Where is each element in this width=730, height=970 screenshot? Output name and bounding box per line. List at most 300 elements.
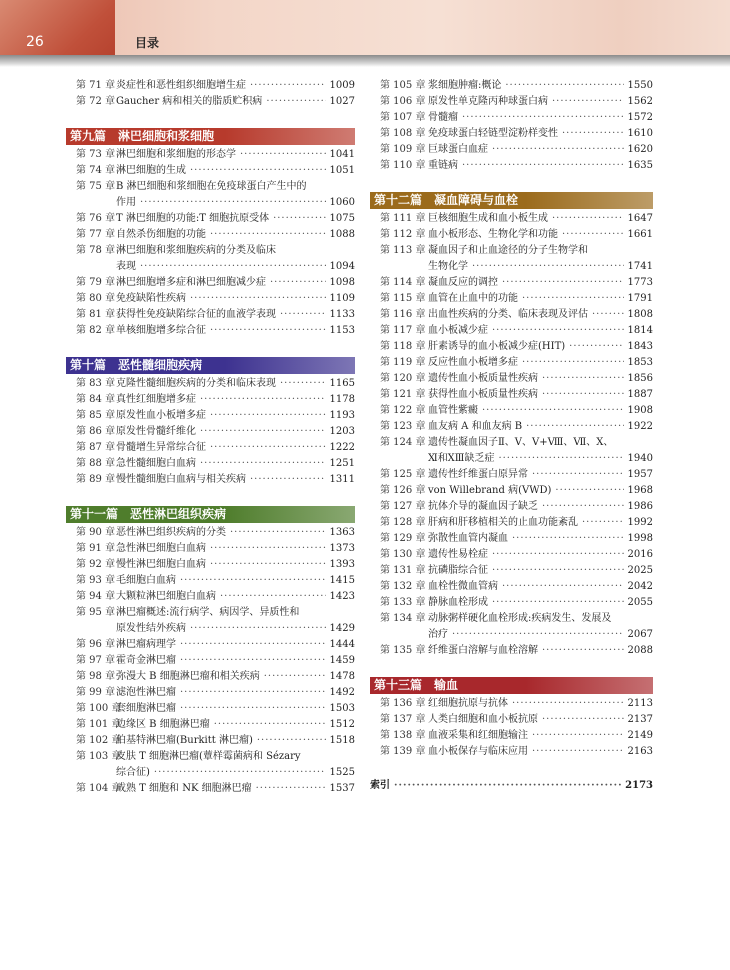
chapter-title: 恶性淋巴组织疾病的分类 [116,527,226,538]
chapter-number: 第 78 章 [76,245,116,256]
entry-body [116,637,355,653]
toc-entry[interactable] [370,227,653,243]
title-line [116,440,355,456]
toc-entry[interactable] [370,323,653,339]
chapter-title: B 淋巴细胞和浆细胞在免疫球蛋白产生中的 [116,181,307,192]
entry-body [428,467,653,483]
toc-entry[interactable] [66,589,355,605]
toc-entry[interactable] [66,440,355,456]
entry-body [116,472,355,488]
chapter-number: 第 99 章 [76,687,116,698]
leader-dots [210,541,326,557]
title-line [116,456,355,472]
running-title: 目录 [135,36,160,50]
entry-body [428,499,653,515]
toc-entry[interactable] [66,637,355,653]
header-shadow [0,55,730,67]
leader-dots [140,195,326,211]
title-line [116,392,355,408]
toc-entry[interactable] [66,541,355,557]
toc-entry[interactable] [66,376,355,392]
toc-entry[interactable] [66,243,355,275]
chapter-title: 抗体介导的凝血因子缺乏 [428,501,538,512]
chapter-number: 第 136 章 [380,698,426,709]
chapter-number: 第 91 章 [76,543,116,554]
section-part: 第十篇 [70,358,107,372]
page-number: 1741 [627,261,653,272]
page-number: 26 [26,34,44,50]
title-line [116,243,355,259]
title-line [116,589,355,605]
entry-body [116,685,355,701]
toc-entry[interactable] [66,472,355,488]
leader-dots [522,355,624,371]
chapter-title: 真性红细胞增多症 [116,394,196,405]
toc-entry[interactable] [370,467,653,483]
chapter-title: 血液采集和红细胞输注 [428,730,528,741]
leader-dots [394,778,621,794]
toc-entry[interactable] [66,557,355,573]
chapter-title: 原发性血小板增多症 [116,410,206,421]
toc-entry[interactable] [370,339,653,355]
leader-dots [542,371,624,387]
title-line [116,557,355,573]
section-header [370,192,653,209]
toc-group [370,78,653,174]
section-name: 恶性淋巴组织疾病 [130,507,227,521]
leader-dots [532,744,624,760]
chapter-number: 第 130 章 [380,549,426,560]
leader-dots [532,467,624,483]
leader-dots [502,275,624,291]
entry-body [116,557,355,573]
section-header [66,506,355,523]
chapter-number: 第 127 章 [380,501,426,512]
entry-body [428,323,653,339]
leader-dots [562,227,624,243]
title-line [428,595,653,611]
toc-entry[interactable] [66,605,355,637]
chapter-title: 生物化学 [428,261,468,272]
title-line [116,424,355,440]
page-number: 1444 [329,639,355,650]
chapter-number: 第 128 章 [380,517,426,528]
chapter-title: 抗磷脂综合征 [428,565,488,576]
chapter-number: 第 139 章 [380,746,426,757]
chapter-number: 第 120 章 [380,373,426,384]
entry-body [116,147,355,163]
toc-left-column [66,78,355,815]
leader-dots [562,126,624,142]
toc-entry[interactable] [370,728,653,744]
title-line [116,749,355,765]
toc-entry[interactable] [370,611,653,643]
page-number: 1562 [627,96,653,107]
toc-entry[interactable] [370,387,653,403]
title-line [428,627,653,643]
entry-body [428,94,653,110]
page-number: 1060 [329,197,355,208]
leader-dots [256,781,326,797]
toc-entry[interactable] [370,531,653,547]
chapter-title: 血管在止血中的功能 [428,293,518,304]
toc-entry[interactable] [66,227,355,243]
title-line [116,472,355,488]
leader-dots [180,653,326,669]
page-number: 1415 [329,575,355,586]
toc-entry[interactable] [370,110,653,126]
page-number: 1478 [329,671,355,682]
toc-entry[interactable] [66,163,355,179]
toc-right-column [370,78,653,794]
toc-entry[interactable] [370,643,653,659]
title-line [428,243,653,259]
toc-entry[interactable] [370,371,653,387]
toc-group [370,677,653,760]
chapter-number: 第 137 章 [380,714,426,725]
chapter-title: 作用 [116,197,136,208]
toc-entry[interactable] [370,142,653,158]
leader-dots [526,419,623,435]
chapter-title: 血友病 A 和血友病 B [428,421,523,432]
entry-body [116,781,355,797]
toc-entry[interactable] [66,275,355,291]
leader-dots [452,627,624,643]
toc-entry[interactable] [370,483,653,499]
page-header-banner [0,0,730,55]
page-number: 1572 [627,112,653,123]
toc-entry[interactable] [66,525,355,541]
toc-entry[interactable] [370,595,653,611]
title-line [116,179,355,195]
entry-body [428,419,653,435]
chapter-title: 骨髓增生异常综合征 [116,442,206,453]
toc-entry[interactable] [66,392,355,408]
leader-dots [505,78,623,94]
toc-entry[interactable] [66,78,355,94]
entry-body [116,243,355,275]
toc-entry[interactable] [66,291,355,307]
page-number: 1178 [329,394,355,405]
entry-body [116,733,355,749]
chapter-number: 第 74 章 [76,165,116,176]
chapter-number: 第 80 章 [76,293,116,304]
entry-body [428,563,653,579]
page-number: 1088 [329,229,355,240]
title-line [428,94,653,110]
leader-dots [542,499,624,515]
toc-entry[interactable] [66,456,355,472]
toc-entry[interactable] [370,126,653,142]
chapter-title: 血小板保存与临床应用 [428,746,528,757]
toc-entry[interactable] [370,712,653,728]
page-number: 1647 [627,213,653,224]
leader-dots [180,637,326,653]
entry-body [428,355,653,371]
toc-entry[interactable] [370,515,653,531]
page-number: 1222 [329,442,355,453]
section-name: 恶性髓细胞疾病 [118,358,203,372]
section-part: 第十一篇 [70,507,119,521]
chapter-title: 急性髓细胞白血病 [116,458,196,469]
entry-body [428,595,653,611]
chapter-number: 第 116 章 [380,309,426,320]
chapter-number: 第 119 章 [380,357,426,368]
toc-entry[interactable] [66,749,355,781]
entry-body [428,728,653,744]
toc-entry[interactable] [370,547,653,563]
chapter-number: 第 82 章 [76,325,116,336]
page-number: 1133 [329,309,355,320]
leader-dots [210,227,326,243]
page-number: 1856 [627,373,653,384]
chapter-title: 滤泡性淋巴瘤 [116,687,176,698]
toc-entry[interactable] [66,573,355,589]
title-line [428,531,653,547]
page-number: 2025 [627,565,653,576]
chapter-title: 伯基特淋巴瘤(Burkitt 淋巴瘤) [116,735,253,746]
title-line [428,403,653,419]
leader-dots [200,424,326,440]
page-number: 1251 [329,458,355,469]
entry-body [116,408,355,424]
chapter-title: 骨髓瘤 [428,112,458,123]
page-number: 1518 [329,735,355,746]
toc-entry[interactable] [370,307,653,323]
title-line [428,211,653,227]
entry-body [428,712,653,728]
page-number: 1814 [627,325,653,336]
leader-dots [214,717,326,733]
toc-entry[interactable] [370,211,653,227]
title-line [428,744,653,760]
toc-entry[interactable] [370,419,653,435]
chapter-title: 原发性骨髓纤维化 [116,426,196,437]
entry-body [116,291,355,307]
chapter-title: 人类白细胞和血小板抗原 [428,714,538,725]
toc-group [370,192,653,659]
toc-entry[interactable] [66,685,355,701]
title-line [428,435,653,451]
page-number: 1041 [329,149,355,160]
toc-entry[interactable] [370,275,653,291]
chapter-title: 原发性结外疾病 [116,623,186,634]
toc-entry[interactable] [370,435,653,467]
entry-body [116,653,355,669]
title-line [116,376,355,392]
entry-body [428,78,653,94]
leader-dots [154,765,326,781]
page-number-box [0,0,115,55]
leader-dots [462,158,624,174]
chapter-number: 第 103 章 [76,751,122,762]
title-line [428,110,653,126]
toc-entry[interactable] [66,408,355,424]
title-line [116,94,355,110]
leader-dots [552,211,624,227]
chapter-number: 第 97 章 [76,655,116,666]
entry-body [116,392,355,408]
page-number: 1429 [329,623,355,634]
page-number: 2113 [627,698,653,709]
toc-entry[interactable] [370,563,653,579]
chapter-number: 第 110 章 [380,160,426,171]
entry-body [116,424,355,440]
page-number: 1373 [329,543,355,554]
toc-entry[interactable] [370,78,653,94]
page-number: 1610 [627,128,653,139]
toc-entry[interactable] [66,701,355,717]
title-line [428,499,653,515]
chapter-number: 第 81 章 [76,309,116,320]
title-line [116,227,355,243]
leader-dots [280,307,326,323]
title-line [116,323,355,339]
chapter-title: 静脉血栓形成 [428,597,488,608]
toc-entry[interactable] [66,323,355,339]
title-line [428,515,653,531]
leader-dots [472,259,624,275]
chapter-number: 第 124 章 [380,437,426,448]
entry-body [428,339,653,355]
page-number: 1887 [627,389,653,400]
leader-dots [240,147,326,163]
leader-dots [498,451,623,467]
leader-dots [190,163,326,179]
leader-dots [180,701,326,717]
page-number: 2088 [627,645,653,656]
page-number: 1620 [627,144,653,155]
title-line [428,579,653,595]
title-line [428,259,653,275]
page-number: 1940 [627,453,653,464]
leader-dots [200,392,326,408]
entry-body [428,371,653,387]
title-line [116,291,355,307]
entry-body [116,163,355,179]
page-number: 1075 [329,213,355,224]
chapter-number: 第 122 章 [380,405,426,416]
chapter-title: 巨核细胞生成和血小板生成 [428,213,548,224]
entry-body [428,435,653,467]
page-number: 1922 [627,421,653,432]
title-line [428,291,653,307]
toc-entry[interactable] [66,424,355,440]
toc-entry[interactable] [66,211,355,227]
entry-body [428,387,653,403]
page-number: 2055 [627,597,653,608]
title-line [428,387,653,403]
section-name: 输血 [434,678,459,692]
chapter-title: 遗传性易栓症 [428,549,488,560]
toc-entry[interactable] [66,781,355,797]
toc-entry[interactable] [66,94,355,110]
chapter-title: von Willebrand 病(VWD) [428,485,552,496]
chapter-title: 血管性紫癜 [428,405,478,416]
toc-entry[interactable] [370,744,653,760]
entry-body [116,573,355,589]
toc-entry[interactable] [370,243,653,275]
entry-body [428,696,653,712]
toc-entry-index[interactable] [370,778,653,794]
entry-body [428,744,653,760]
toc-entry[interactable] [66,669,355,685]
chapter-title: 皮肤 T 细胞淋巴瘤(蕈样霉菌病和 Sézary [116,751,301,762]
leader-dots [502,579,624,595]
title-line [116,541,355,557]
page-number: 1109 [329,293,355,304]
title-line [116,781,355,797]
toc-entry[interactable] [66,653,355,669]
entry-body [116,701,355,717]
leader-dots [210,440,326,456]
chapter-number: 第 131 章 [380,565,426,576]
chapter-title: 淋巴瘤概述:流行病学、病因学、异质性和 [116,607,300,618]
toc-entry[interactable] [370,696,653,712]
chapter-number: 第 100 章 [76,703,122,714]
title-line [428,275,653,291]
entry-body [116,179,355,211]
leader-dots [512,696,624,712]
title-line [428,227,653,243]
leader-dots [257,733,326,749]
toc-entry[interactable] [66,147,355,163]
title-line [116,653,355,669]
toc-entry[interactable] [370,291,653,307]
leader-dots [266,94,325,110]
leader-dots [180,685,326,701]
entry-body [116,227,355,243]
title-line [428,451,653,467]
toc-entry[interactable] [370,158,653,174]
toc-entry[interactable] [66,179,355,211]
chapter-title: 治疗 [428,629,448,640]
title-line [428,643,653,659]
chapter-number: 第 118 章 [380,341,426,352]
toc-group [66,506,355,797]
title-line [428,712,653,728]
entry-body [116,94,355,110]
chapter-number: 第 76 章 [76,213,116,224]
toc-entry[interactable] [370,499,653,515]
title-line [116,685,355,701]
chapter-number: 第 123 章 [380,421,426,432]
title-line [116,525,355,541]
chapter-number: 第 88 章 [76,458,116,469]
chapter-number: 第 125 章 [380,469,426,480]
toc-entry[interactable] [370,355,653,371]
toc-entry[interactable] [370,403,653,419]
toc-entry[interactable] [66,307,355,323]
toc-entry[interactable] [66,717,355,733]
entry-body [116,307,355,323]
leader-dots [210,323,326,339]
leader-dots [250,472,326,488]
toc-entry[interactable] [66,733,355,749]
title-line [428,563,653,579]
leader-dots [462,110,624,126]
toc-entry[interactable] [370,94,653,110]
title-line [116,573,355,589]
leader-dots [230,525,326,541]
entry-body [428,227,653,243]
title-line [428,419,653,435]
title-line [428,339,653,355]
entry-body [428,307,653,323]
toc-entry[interactable] [370,579,653,595]
page-number: 1957 [627,469,653,480]
chapter-title: 成熟 T 细胞和 NK 细胞淋巴瘤 [116,783,252,794]
